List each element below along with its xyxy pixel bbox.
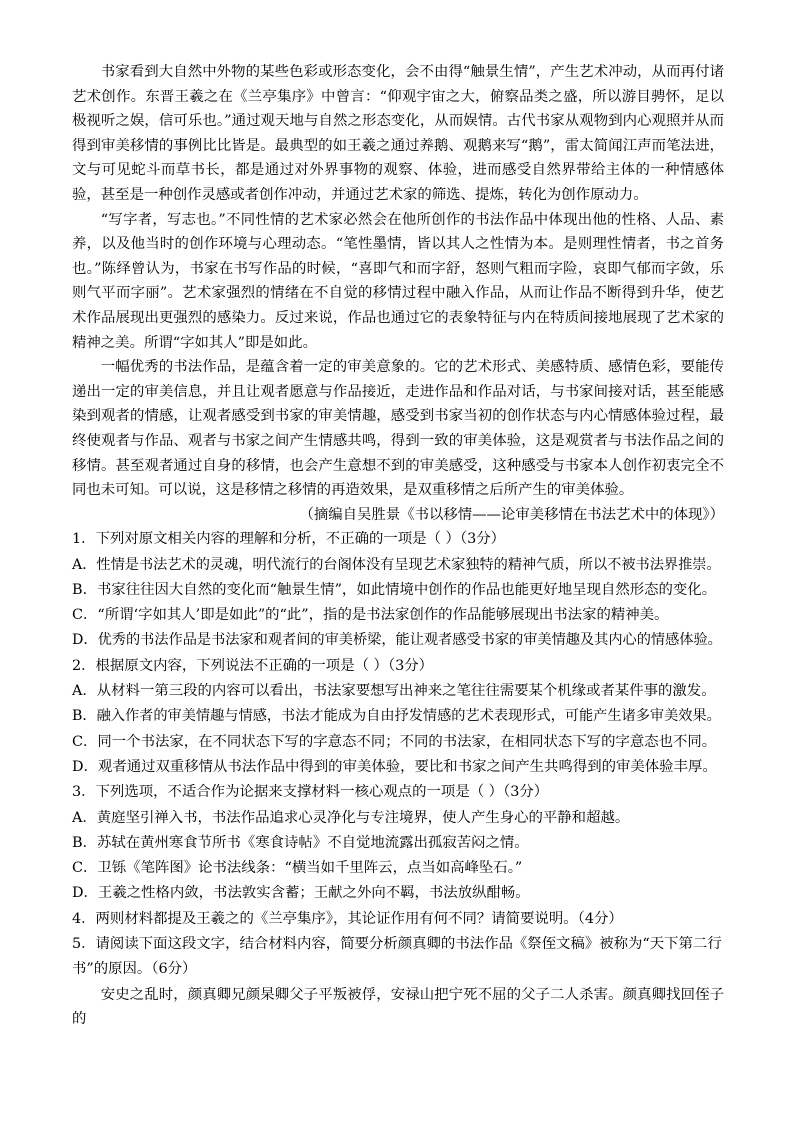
option-d: D．优秀的书法作品是书法家和观者间的审美桥梁，能让观者感受书家的审美情趣及其内心的情感体验。 [72, 632, 722, 649]
question-2 [72, 654, 724, 780]
question-stem: 1．下列对原文相关内容的理解和分析，不正确的一项是（ ）（3分） [72, 531, 506, 548]
extract-paragraph: 安史之乱时，颜真卿兄颜杲卿父子平叛被俘，安禄山把宁死不屈的父子二人杀害。颜真卿找回侄子的 [72, 986, 724, 1028]
option-d: D．王羲之性格内敛，书法敦实含蓄；王献之外向不羁，书法放纵酣畅。 [72, 885, 530, 902]
question-stem: 2．根据原文内容，下列说法不正确的一项是（ ）（3分） [72, 657, 434, 674]
question-stem: 5．请阅读下面这段文字，结合材料内容，简要分析颜真卿的书法作品《祭侄文稿》被称为“天下第二行书”的原因。（6分） [72, 936, 722, 978]
option-d: D．观者通过双重移情从书法作品中得到的审美体验，要比和书家之间产生共鸣得到的审美体验丰厚。 [72, 758, 717, 775]
passage-paragraph-2: “写字者，写志也。”不同性情的艺术家必然会在他所创作的书法作品中体现出他的性格、人品、素养，以及他当时的创作环境与心理动态。“笔性墨情，皆以其人之性情为本。是则理性情者，书之首务也。”陈绎曾认为，书家在书写作品的时候，“喜即气和而字舒，怒则气粗而字险，哀即气郁而字敛，乐则气平而字丽”。艺术家强烈的情绪在不自觉的移情过程中融入作品，从而让作品不断得到升华，使艺术作品展现出更强烈的感染力。反过来说，作品也通过它的表象特征与内在特质间接地展现了艺术家的精神之美。所谓“字如其人”即是如此。 [72, 211, 724, 351]
question-stem: 3．下列选项，不适合作为论据来支撑材料一核心观点的一项是（ ）（3分） [72, 784, 549, 801]
option-b: B．书家往往因大自然的变化而“触景生情”，如此情境中创作的作品也能更好地呈现自然形态的变化。 [72, 581, 717, 598]
question-3 [72, 780, 724, 906]
question-5 [72, 932, 724, 983]
option-a: A．从材料一第三段的内容可以看出，书法家要想写出神来之笔往往需要某个机缘或者某件事的激发。 [72, 683, 716, 700]
option-c: C．卫铄《笔阵图》论书法线条：“横当如千里阵云，点当如高峰坠石。” [72, 860, 523, 877]
option-b: B．融入作者的审美情趣与情感，书法才能成为自由抒发情感的艺术表现形式，可能产生诸多审美效果。 [72, 708, 721, 725]
passage-paragraph-1: 书家看到大自然中外物的某些色彩或形态变化，会不由得“触景生情”，产生艺术冲动，从而再付诸艺术创作。东晋王羲之在《兰亭集序》中曾言：“仰观宇宙之大，俯察品类之盛，所以游目骋怀，足以极视听之娱，信可乐也。”通过观天地与自然之形态变化，从而娱情。古代书家从观物到内心观照并从而得到审美移情的事例比比皆是。最典型的如王羲之通过养鹅、观鹅来写“鹅”，雷太简闻江声而笔法进，文与可见蛇斗而草书长，都是通过对外界事物的观察、体验，进而感受自然界带给主体的一种情感体验，甚至是一种创作灵感或者创作冲动，并通过艺术家的筛选、提炼，转化为创作原动力。 [72, 64, 724, 203]
question-4 [72, 907, 724, 932]
passage-source: （摘编自吴胜景《书以移情——论审美移情在书法艺术中的体现》） [299, 506, 724, 523]
question-stem: 4．两则材料都提及王羲之的《兰亭集序》，其论证作用有何不同？请简要说明。（4分） [72, 910, 623, 927]
option-c: C．“所谓‘字如其人’即是如此”的“此”，指的是书法家创作的作品能够展现出书法家的精神美。 [72, 607, 669, 624]
option-c: C．同一个书法家，在不同状态下写的字意态不同；不同的书法家，在相同状态下写的字意态也不同。 [72, 733, 717, 750]
option-a: A．性情是书法艺术的灵魂，明代流行的台阁体没有呈现艺术家独特的精神气质，所以不被书法界推崇。 [72, 556, 721, 573]
document-page [72, 60, 724, 1032]
passage-paragraph-3: 一幅优秀的书法作品，是蕴含着一定的审美意象的。它的艺术形式、美感特质、感情色彩，要能传递出一定的审美信息，并且让观者愿意与作品接近，走进作品和作品对话，与书家间接对话，甚至能感染到观者的情感，让观者感受到书家的审美情趣，感受到书家当初的创作状态与内心情感体验过程，最终使观者与作品、观者与书家之间产生情感共鸣，得到一致的审美体验，这是观赏者与书法作品之间的移情。甚至观者通过自身的移情，也会产生意想不到的审美感受，这种感受与书家本人创作初衷完全不同也未可知。可以说，这是移情之移情的再造效果，是双重移情之后所产生的审美体验。 [72, 359, 724, 499]
question-1 [72, 527, 724, 653]
option-b: B．苏轼在黄州寒食节所书《寒食诗帖》不自觉地流露出孤寂苦闷之情。 [72, 834, 529, 851]
option-a: A．黄庭坚引禅入书，书法作品追求心灵净化与专注境界，使人产生身心的平静和超越。 [72, 809, 630, 826]
